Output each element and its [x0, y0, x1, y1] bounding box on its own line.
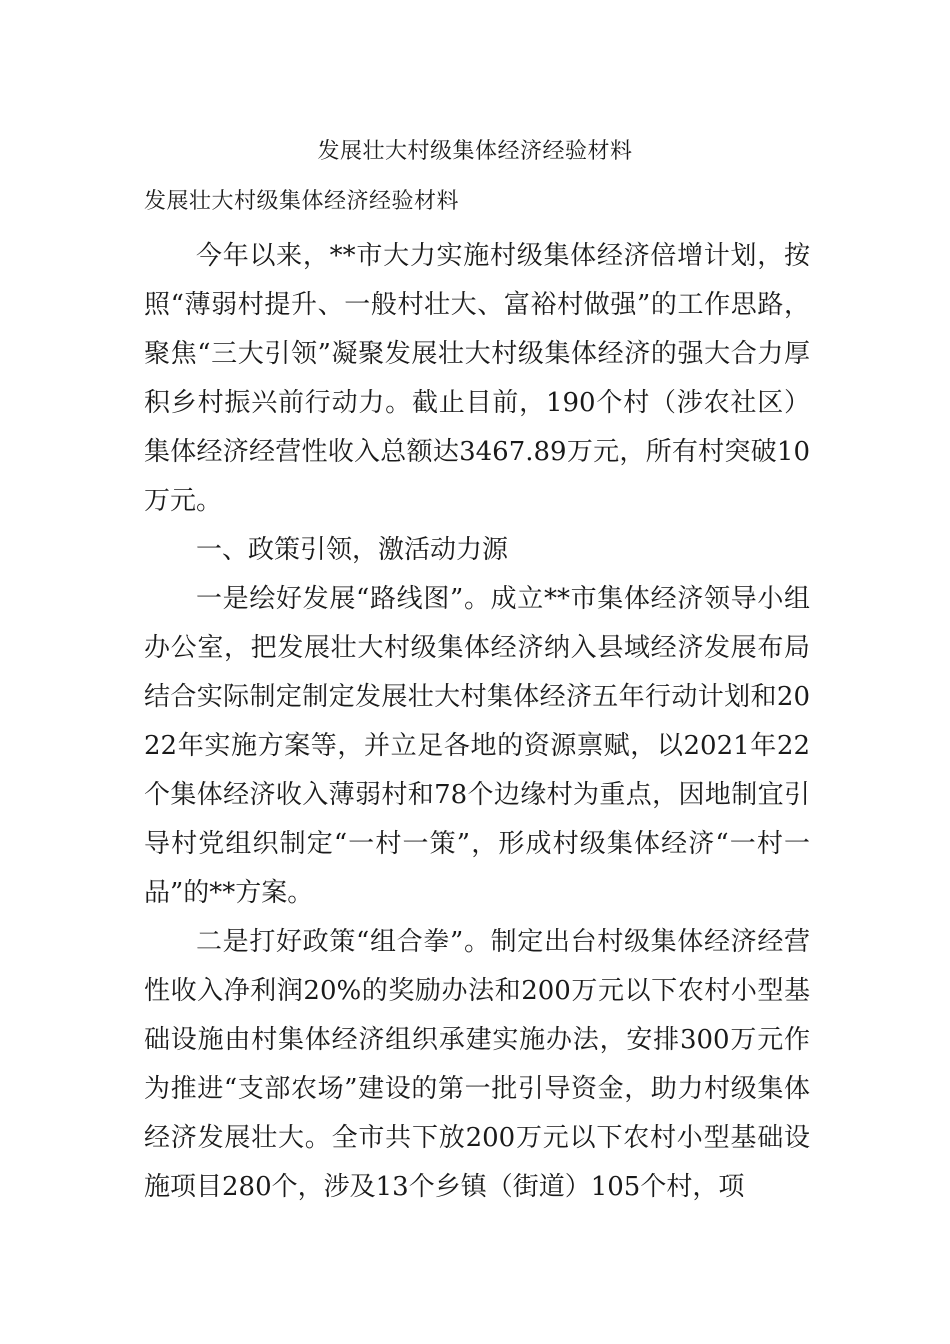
section-heading-policy: 一、政策引领，激活动力源 [196, 535, 509, 565]
roadmap-paragraph: 一是绘好发展“路线图”。成立**市集体经济领导小组办公室，把发展壮大村级集体经济纳入县域经济发展布局结合实际制定制定发展壮大村集体经济五年行动计划和2022年实施方案等，并立足各地的资源禀赋，以2021年22个集体经济收入薄弱村和78个边缘村为重点，因地制宜引导村党组织制定“一村一策”，形成村级集体经济“一村一品”的**方案。 [144, 584, 810, 908]
policy-combo-paragraph: 二是打好政策“组合拳”。制定出台村级集体经济经营性收入净利润20%的奖励办法和200万元以下农村小型基础设施由村集体经济组织承建实施办法，安排300万元作为推进“支部农场”建设的第一批引导资金，助力村级集体经济发展壮大。全市共下放200万元以下农村小型基础设施项目280个，涉及13个乡镇（街道）105个村，项 [144, 927, 810, 1202]
document-body [144, 232, 810, 1212]
document-subtitle: 发展壮大村级集体经济经验材料 [144, 189, 460, 214]
document-title: 发展壮大村级集体经济经验材料 [317, 139, 633, 164]
intro-paragraph: 今年以来，**市大力实施村级集体经济倍增计划，按照“薄弱村提升、一般村壮大、富裕村做强”的工作思路，聚焦“三大引领”凝聚发展壮大村级集体经济的强大合力厚积乡村振兴前行动力。截止目前，190个村（涉农社区）集体经济经营性收入总额达3467.89万元，所有村突破10万元。 [144, 241, 810, 516]
